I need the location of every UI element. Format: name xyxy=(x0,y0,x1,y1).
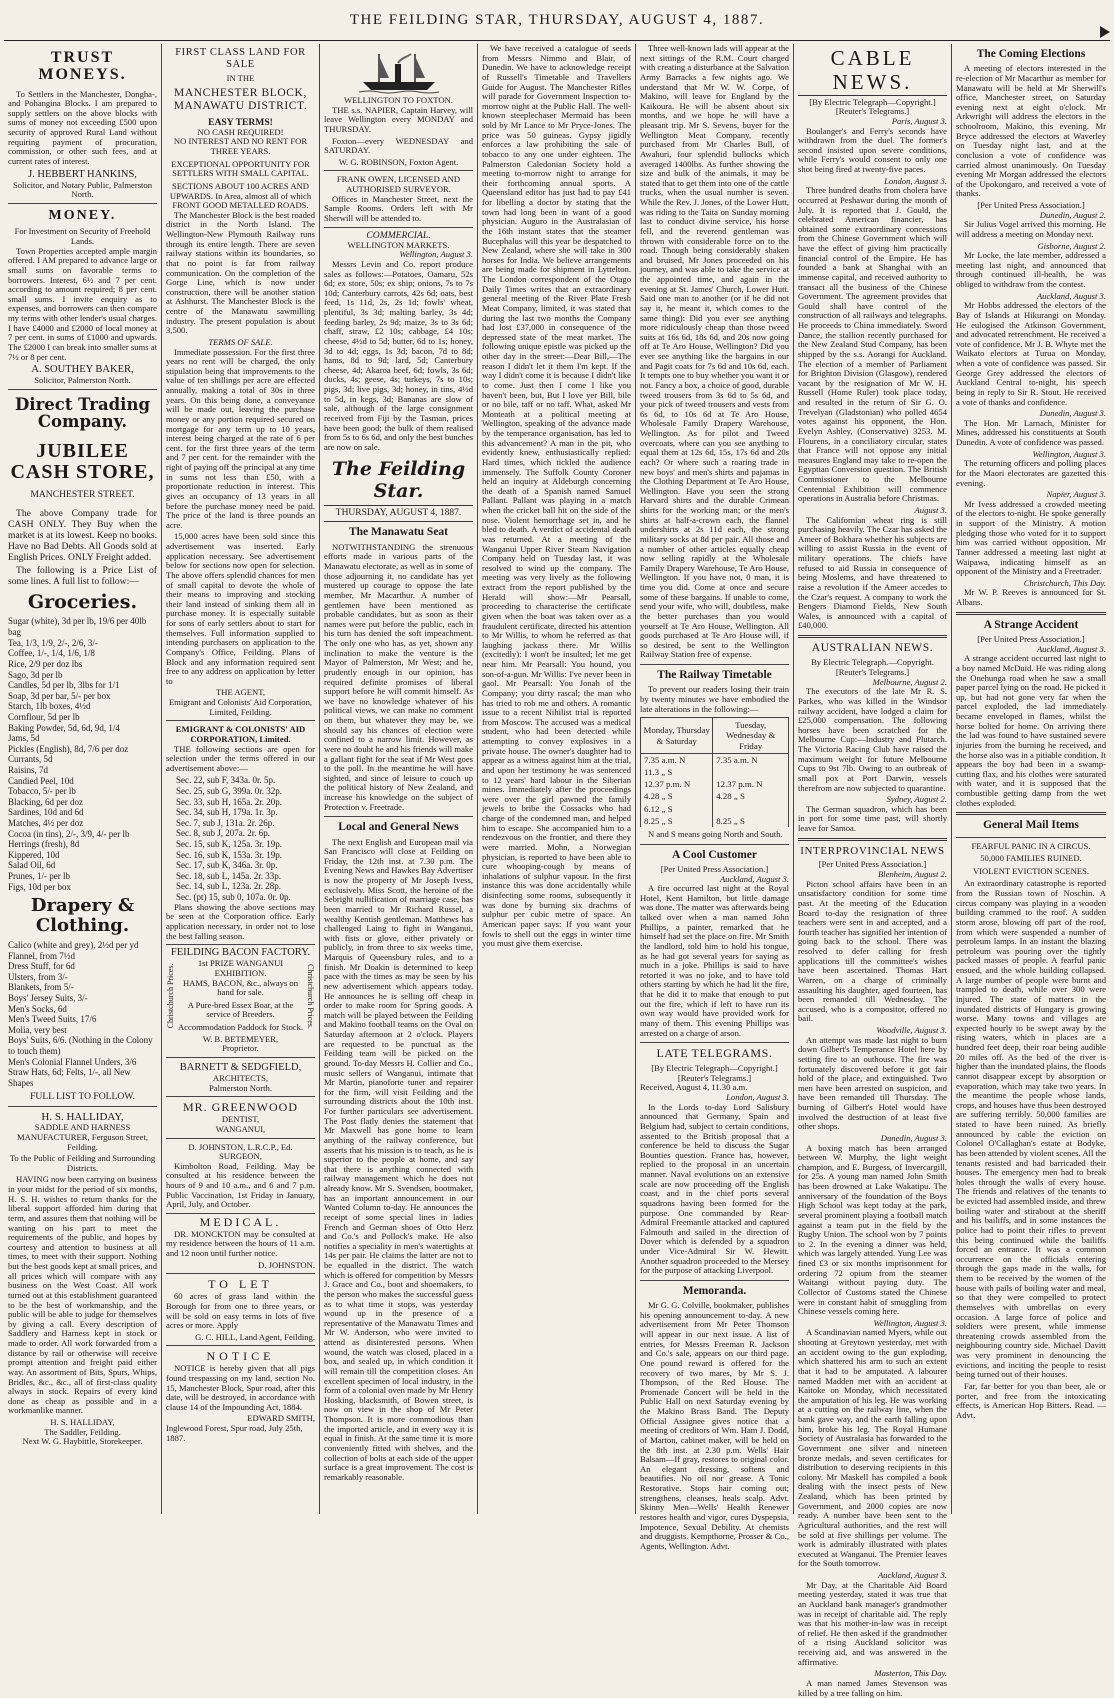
elections-wellington-body: The returning officers and polling places for the Maori electorates are gazetted this evening. xyxy=(956,458,1106,488)
local-news-continued: We have received a catalogue of seeds from Messrs Nimmo and Blair, of Dunedin. We have to acknowledge receipt of Russell's Timetable and Travellers Guide for August. The Manchester Rifles will parade for Government Inspection to-morrow night at the Public Hall. The well-known steeplechaser Mermaid has been sold by Mr Lance to Mr Pryce-Jones. The price was 50 guineas. Gypsy jigidly enforces a law prohibiting the sale of tobacco to any one under eighteen. The Palmerston Caledonian Society hold a meeting to-morrow night to arrange for their forthcoming annual sports. A Queensland editor has just had to pay £41 for libelling a doctor by stating that the town had long been in want of a good physician. Auguro in the Australasian of the 16th instant states that the steamer Bucephalus will this year be despatched to New Zealand, where she will take in 300 horses for India. We believe arrangements are being made for shipment in Lyttelton. The London correspondent of the Otago Daily Times writes that an extraordinary general meeting of the River Plate Fresh Meat Company, limited, it was stated that during the last two months the Company had lost £37,000 in consequence of the depressed state of the meat market. The following unique epistle was picked up the other day in the street:—Dear Bill,—The reason I didn't let it them I'm kept. If the way I didn't come it is because I didn't like to come. Just then I come I like you haven't been, but, But I love yer Bill, bile or no bile, taff or no taff. What, asked Mr Monteath at a political meeting at Wellington, speaking of the advance made by the temperance organisation, has led to this advancement? A man in the pit, who evidently knew, enthusiastically replied: Hard times, which tickled the audience immensely. The Suffolk County Coroner held an inquiry at Aldeburgh concerning the death of a Spanish named Samuel Pallant. Pallant was playing in a match when the cricket ball hit on the side of the nose. Violent hemorrhage set in, and he bled to death. A verdict of accidental death was returned. At a meeting of the Wanganui Upper River Steam Navigation Company held on Tuesday last, it was resolved to wind up the company. The meeting was very lively as the following extract from the report published by the Herald will show:—Mr Pearsall, proceeding to characterise the certificate given when the boat was taken over as a fraudulent certificate, directed his attention to Mr Willis, to whom he referred as that laughing jackass there. Mr Willis (excitedly): I won't be insulted; let me get near him. Mr Pearsall: You hound, you son-of-a-gun. Mr Willis: I've never been in gaol. Mr Pearsall: You Jonah of the Company; you dirty rascal; the man who has tried to rob me and others. A romantic issue to a recent Nihilist trial is reported from Moscow. The accused was a medical student, who had been detected while attempting to convey explosives in a private house. The owner's daughter had to appear as a witness against him at the trial, and upon her testimony he was sentenced to 12 years' hard labour in the Siberian mines. Immediately after the proceedings were over the girl pawned the family jewels to bribe the Cossacks who had charge of the condemned man, and helped him to escape. She accompanied him to a rendezvous on the frontier, and there they were married. Mohn, a Norwegian physician, is reported to have been able to cure whooping-cough by means of inhalations of sulphur vapour. In the first instance this was done accidentally while disinfecting some rooms, subsequently it was done by burning six drachms of sulphur per cubic metre of space. An American paper says: If you want your fowls to shell out the eggs in winter time you must give them exercise. xyxy=(482,43,631,949)
grocery-list-item: Coffee, 1/-, 1/4, 1/6, 1/8 xyxy=(8,648,95,659)
london-dateline: London, August 3. xyxy=(884,175,947,186)
section-list-item: Sec. 15, sub K, 125a. 3r. 19p. xyxy=(176,839,282,850)
dentist-label: DENTIST, xyxy=(221,1114,260,1125)
eviction-scenes-heading: VIOLENT EVICTION SCENES. xyxy=(972,865,1090,876)
timetable-note: N and S means going North and South. xyxy=(648,829,783,840)
no-cash-required: NO CASH REQUIRED! xyxy=(197,126,284,137)
hankins-name: J. HEBBERT HANKINS, xyxy=(28,168,137,180)
drapery-list-item: Dress Stuff, for 6d xyxy=(8,961,75,972)
halliday-signature-title: The Saddler, Feilding. xyxy=(44,1426,121,1437)
elections-napier-dateline: Napier, August 3. xyxy=(1046,489,1106,500)
page-corner-mark-icon xyxy=(1098,24,1112,40)
elections-dunedin2-body: The Hon. Mr Larnach, Minister for Mines, addressed his constituents at South Dunedin. A vote of confidence was passed. xyxy=(956,417,1106,448)
grocery-price-list xyxy=(8,616,157,892)
notice-place: Inglewood Forest, Spur road, July 25th, 1887. xyxy=(166,1423,303,1443)
railway-timetable xyxy=(640,717,789,827)
drapery-list-item: Straw Hats, 6d; Felts, 1/-, all New Shapes xyxy=(8,1067,131,1088)
elections-auckland-body: Mr Hobbs addressed the electors of the Bay of Islands at Hikurangi on Monday. He eulogised the Atkinson Government, and advocated retrenchment. He received a vote of confidence. Mr J. B. Whyte met the Waikato electors at Turua on Monday, when a vote of confidence was passed. Sir George Grey addressed the electors of Auckland Central to-night, his speech being in reply to Sir R. Stout. He received a vote of thanks and confidence. xyxy=(956,300,1106,407)
elections-napier-body: Mr Ivess addressed a crowded meeting of the electors to-night. He spoke generally in support of the Ministry. A motion pledging those who voted for it to support him was carried without opposition. Mr Tanner addressed a meeting last night at Waipawa, indicating himself as an opponent of the Ministry and a Freetrader. xyxy=(956,498,1106,577)
interprovincial-news-heading: INTERPROVINCIAL NEWS xyxy=(800,844,945,857)
accident-body: A strange accident occurred last night to a boy named McDuid. He was riding along the Onehunga road when he saw a small paper parcel lying on the road. He picked it up, but had not gone very far when the parcel exploded, the lad immediately became enveloped in flames, whilst the horse bolted for home. On arriving there the lad was found to have sustained severe injuries from the burning he received, and the horse also was in a pitiable condition. It appears the boy had been in a swamp-cutting flax, and his clothes were saturated with water, and it is supposed that the combustible getting damp from the wet clothes exploded. xyxy=(956,653,1106,808)
grocery-list-item: Cornflour, 5d per lb xyxy=(8,711,80,722)
trust-moneys-body: To Settlers in the Manchester, Dongha-, and Pohangina Blocks. I am prepared to supply settlers on the above blocks with sums of money not exceeding £500 upon security of approved Rural Land without requiring payment of procuration, commission, or other such fees, and at current rates of interest. xyxy=(8,88,157,166)
grocery-list-item: Baking Powder, 5d, 6d, 9d, 1/4 xyxy=(8,722,120,733)
sydney-body: The German squadron, which has been in port for some time past, will shortly leave for Samoa. xyxy=(798,803,947,834)
christchurch-prices-right: Christchurch Prices. xyxy=(306,963,315,1029)
johnston-body: Kimbolton Road, Feilding. May be consulted at his residence between the hours of 9 and 10 a.m., and 6 and 7 p.m. Public Vaccination, 1st Friday in January, April, July, and October. xyxy=(166,1162,315,1214)
napier-sailing: THE s.s. NAPIER, Captain Harvey, will leave Wellington every MONDAY and THURSDAY. xyxy=(324,104,473,134)
money-body: Town Properties accepted ample margin offered. I AM prepared to advance large or small sums on favorable terms to borrowers. Interest, 6½ and 7 per cent. according to amount required; 8 per cent. small sums. I invite enquiry as to expenses, and borrowers can then compare my terms with other lender's usual charges. I have £4000 and £2000 of local money at 7 per cent. in sums of £1000 and upwards. The £2000 I can break into smaller sums at 7½ or 8 per cent. xyxy=(8,245,157,362)
emigrant-intro: THE following sections are open for selection under the terms offered in our advertisement above:— xyxy=(166,743,315,773)
masthead-date: AUGUST 4, 1887. xyxy=(628,12,765,28)
section-rule xyxy=(324,816,473,817)
melbourne-body: The executors of the late Mr R. S. Parkes, who was killed in the Windsor railway accident, have lodged a claim for £25,000 compensation. The following horses have been scratched for the Melbourne Cup:—Industry and Plutarch. The Victoria Racing Club have raised the maximum weight for future Melbourne Cups to 9st 7lb. Owing to an outbreak of small pox at Port Darwin, vessels therefrom are now subjected to quarantine. xyxy=(798,686,947,793)
timetable-row xyxy=(641,778,789,790)
late-telegrams-received: Received, August 4, 11.30 a.m. xyxy=(640,1082,748,1093)
agent-name: THE AGENT, xyxy=(215,687,265,698)
newspaper-page xyxy=(4,43,1110,1698)
timetable-cell: 12.37 p.m. N xyxy=(713,778,789,790)
cable-news-byline: [By Electric Telegraph—Copyright.] xyxy=(809,96,936,107)
owen-surveyor-heading: FRANK OWEN, LICENSED AND AUTHORISED SURVEYOR. xyxy=(336,174,461,194)
dunedin-body: A boxing match has been arranged between W. Murphy, the light weight champion, and E. Burgess, of Invercargill, for 25s. A young man named John Smith has been drowned at Lake Wakatipu. The anniversary of the foundation of the Boys High School was kept today at the park, several prominent playing a football match against a team put in the field by the Rugby Union. The school won by 7 points to 2. In the evening a dinner was held, which was largely attended. Yung Lee was fined £3 or six months imprisonment for ordering 72 opium from the steamer Waitangi without paying duty. The Collector of Customs stated the Chinese were in constant habit of smuggling from Chinese vessels coming here. xyxy=(798,1142,947,1317)
grocery-list-item: Raisins, 7d xyxy=(8,765,49,775)
manchester-block-body: The Manchester Block is the best roaded district in the North Island. The Wellington-New Plymouth Railway runs through its entire length. There are seven railway stations within its boundaries, so that no point is far from railway communication. On the completion of the Gorge Line, which is now under construction, there will be another station at Ashhurst. The Manchester Block is the centre of the Manawatu sawmilling industry. The present population is about 3,500. xyxy=(166,209,315,336)
timetable-cell: 12.37 p.m. N xyxy=(641,778,713,790)
grocery-list-item: Sago, 3d per lb xyxy=(8,669,63,680)
grocery-list-item: Salad Oil, 6d xyxy=(8,860,56,871)
medical-body: DR. MONCKTON may be consulted at my residence between the hours of 11 a.m. and 12 noon until further notice. xyxy=(166,1228,315,1259)
general-mail-heading: General Mail Items xyxy=(983,819,1079,832)
trust-moneys-heading: TRUST MONEYS. xyxy=(38,49,127,83)
section-rule xyxy=(640,1042,789,1043)
grocery-list-item: Herrings (fresh), 8d xyxy=(8,839,80,850)
section-rule xyxy=(956,612,1106,615)
late-telegrams-reuter: [Reuter's Telegrams.] xyxy=(677,1072,752,1083)
section-list-item: Sec. 34, sub H, 179a. 1r. 3p. xyxy=(176,807,278,818)
timetable-cell: 8.25 „ S xyxy=(641,815,713,827)
column-4 xyxy=(478,44,636,1514)
foxton-sailing: Foxton—every WEDNESDAY and SATURDAY. xyxy=(324,135,473,156)
woodville-dateline: Woodville, August 3. xyxy=(876,1025,947,1036)
grocery-list-item: Sugar (white), 3d per lb, 19/6 per 40lb bag xyxy=(8,616,147,638)
timetable-cell: 6.12 „ S xyxy=(641,803,713,815)
blenheim-body: Picton school affairs have been in an unsatisfactory condition for some time past. At the meeting of the Education Board to-day the resignation of three teachers were sent in and accepted, and a fourth teacher has signified her intention of going back to the school. There was resolved to defer calling for fresh applications till the committee's wishes have been ascertained. Thomas Hart Warren, on a charge of criminally assaulting his daughter, aged fourteen, has been remanded till Wednesday. The accused, who is a compositor, offered no bail. xyxy=(798,878,947,1024)
timetable-cell: 11.3 „ S xyxy=(641,766,713,778)
grocery-list-item: Soap, 3d per bar, 5/- per box xyxy=(8,690,111,701)
accident-dateline: Auckland, August 3. xyxy=(1036,643,1106,654)
halliday-body: HAVING now been carrying on business in your midst for the period of six months, H. S. H. wishes to return thanks for the liberal support afforded him during that term, and assures them that nothing will be wanting on his part to meet the requirements of the public, and hopes by courtesy and attention to business at all times, to meet with their support. Nothing but the best goods kept at small prices, and all prices which will compare with any business on the West Coast. All work turned out at this establishment guaranteed to be the best of workmanship, and the public will be able to judge for themselves by giving a call. Every description of Saddlery and Harness kept in stock or made to order. All work forwarded from a distance by rail or otherwise will receive prompt attention and freight paid either way. An assortment of Bits, Spurs, Whips, Bridles, &c., &c., all of first-class quality always in stock. Repairs of every kind done as cheap as possible and in a workmanlike manner. xyxy=(8,1174,157,1416)
land-sale-in-the: IN THE xyxy=(226,73,255,84)
cable-news-heading: CABLE NEWS. xyxy=(798,46,947,96)
bacon-hams: HAMS, BACON, &c., always on hand for sale. xyxy=(182,977,299,998)
woodville-body: An attempt was made last night to burn down Gilbert's Temperance Hotel here by setting fire to an outhouse. The fire was fortunately discovered before it got fair hold of the place, and extinguished. Two men have been arrested on suspicion, and have been remanded till Thursday. The burning of Gilbert's Hotel would have involved the destruction of at least five other shops. xyxy=(798,1034,947,1132)
august3-dateline: August 3. xyxy=(914,504,947,515)
direct-trading-heading: Direct Trading Company. xyxy=(15,394,150,432)
section-list-item: Sec. 18, sub L, 145a. 2r. 33p. xyxy=(176,870,281,881)
section-rule xyxy=(956,812,1106,815)
column-6 xyxy=(794,44,952,1698)
newspaper-title: THE FEILDING STAR xyxy=(349,12,519,28)
wellington-body: A Scandinavian named Myers, while out shooting at Greytown yesterday, met with an accident owing to the gun exploding, which shattered his arm to such an extent that it had to be amputated. A labourer named Madden met with an accident at Kaitoke on Monday, which necessitated the amputation of his leg. He was working at a cutting on the railway line, when the bank gave way, and the earth falling upon him, broke his leg. The Royal Humane Society of Australasia has forwarded to the Government one silver and nineteen bronze medals, and seven certificates for distribution to deserving recipients in this colony. Mr Maskell has compiled a book dealing with the insect pests of New Zealand, which has been printed by Government, and 2000 copies are now ready. A number have been sent to the Agricultural authorities, and the rest will be sold at five shillings per volume. The work is admirably illustrated with plates executed at Wanganui. The Premier leaves for the South tomorrow. xyxy=(798,1327,947,1569)
grocery-list-item: Currants, 5d xyxy=(8,754,53,765)
no-interest: NO INTEREST AND NO RENT FOR THREE YEARS. xyxy=(173,136,308,156)
drapery-list-item: Men's Colonial Flannel Unders, 3/6 xyxy=(8,1056,137,1067)
grocery-list-item: Candied Peel, 10d xyxy=(8,775,74,786)
emigrant-body: Plans showing the above sections may be seen at the Corporation office. Early application necessary, in order not to lose the best falling season. xyxy=(166,903,315,946)
railway-timetable-intro: To prevent our readers losing their train by twenty minutes we have embodied the late alterations in the following:— xyxy=(640,684,789,714)
hankins-title: Solicitor, and Notary Public, Palmerston North. xyxy=(8,181,157,204)
to-let-heading: TO LET xyxy=(208,1277,273,1292)
bacon-factory-heading: FEILDING BACON FACTORY. xyxy=(170,947,311,959)
cool-customer-heading: A Cool Customer xyxy=(672,848,757,861)
drapery-list-item: Ulsters, from 3/- xyxy=(8,971,68,982)
drapery-list-item: Calico (white and grey), 2½d per yd xyxy=(8,939,139,950)
issue-dateline: THURSDAY, AUGUST 4, 1887. xyxy=(324,505,473,522)
medical-signature: D. JOHNSTON. xyxy=(166,1261,315,1275)
betemeyer-title: Proprietor. xyxy=(166,1044,315,1058)
section-rule xyxy=(798,838,947,841)
timetable-row xyxy=(641,815,789,827)
land-sale-heading: FIRST CLASS LAND FOR SALE xyxy=(175,47,306,71)
grocery-list-item: Jams, 5d xyxy=(8,733,40,744)
to-let-signature: G. C. HILL, Land Agent, Feilding. xyxy=(166,1333,315,1347)
dunedin-dateline: Dunedin, August 3. xyxy=(880,1132,947,1143)
emigrant-corporation-heading: EMIGRANT & COLONISTS' AID CORPORATION, Limited. xyxy=(175,724,306,744)
grocery-list-item: Prunes, 1/- per lb xyxy=(8,871,70,882)
timetable-cell: 4.28 „ S xyxy=(641,790,713,802)
grocery-list-item: Blacking, 6d per doz xyxy=(8,796,83,807)
johnston-heading: D. JOHNSTON, L.R.C.P., Ed. SURGEON, xyxy=(188,1141,293,1162)
halliday-greeting: To the Public of Feilding and Surrounding Districts. xyxy=(9,1153,156,1173)
masthead-rule xyxy=(4,40,1110,41)
barnett-sedgfield-heading: BARNETT & SEDGFIELD, xyxy=(179,1061,302,1073)
elections-gisborne-dateline: Gisborne, August 2. xyxy=(1037,240,1106,251)
memoranda-heading: Memoranda. xyxy=(682,1284,747,1297)
timetable-row xyxy=(641,766,789,778)
drapery-list-item: Boys' Suits, 6/6. (Nothing in the Colony to touch them) xyxy=(8,1035,153,1056)
timetable-cell: 7.35 a.m. N xyxy=(713,753,789,766)
late-telegrams-body: In the Lords to-day Lord Salisbury announced that Germany, Spain and Belgium had, subject to certain conditions, assented to the British proposal that a conference be held to discuss the Sugar Bounties question. France has, however, replied to the proposal in an uncertain manner. Naval evolutions on an extensive scale are now proceeding off the English coast, and in the chief ports several squadrons having been formed for the purpose. One commanded by Rear-Admiral Freemantle attacked and captured Falmouth and sailed in the direction of Dover which is defended by a squadron under Vice-Admiral Sir W. Hewitt. Another squadron proceeded to the Mersey for the purpose of attacking Liverpool. xyxy=(640,1101,789,1276)
london-body: Three hundred deaths from cholera have occurred at Peshawur during the month of July. It is reported that J. Gould, the celebrated American financier, has obtained some extraordinary concessions from the Chinese Government which will have the effect of giving him practically financial control of the Empire. He has founded a bank at Shanghai with an immense capital, and received authority to transact all the business of the Chinese Government. The agreement provides that Gould shall have control of the construction of all railways and telegraphs. He proceeds to China immediately. Sword Dance, the stallion recently purchased for the New Zealand Stud Company, has been shipped by the s.s. Aorangi for Auckland. The election of a member of Parliament for Brighton Division (Glasgow), rendered vacant by the resignation of Mr W. H. Russell (Home Ruler) took place today, and resulted in the return of Sir G. O. Trevelyan (Gladstonian) who polled 4654 votes against his opponent, the Hon. Evelyn Ashley, (Conservative) 3253. M. Flourens, in a conciliatory circular, states that France will not oppose any initial measures England may take to re-open the Egyptian Conversion question. The British Commissioner to the Melbourne Centennial Exhibition will commence operations in Australia before Christmas. xyxy=(798,185,947,504)
wanganui-label: WANGANUI, xyxy=(166,1125,315,1139)
paris-dateline: Paris, August 3. xyxy=(891,115,947,126)
commercial-heading: COMMERCIAL. xyxy=(366,229,431,241)
wellington-markets-heading: WELLINGTON MARKETS. xyxy=(347,239,450,250)
to-let-body: 60 acres of grass land within the Borough for from one to three years, or will be sold on easy terms in lots of five acres or more. Apply xyxy=(166,1291,315,1331)
markets-report: Messrs Levin and Co. report produce sales as follows:—Potatoes, Oamaru, 52s 6d; ex store, 50s; ex ship; onions, 7s to 7s 10d; Canterbury carrots, 42s 6d; oats, best feed, 1s 11d, 2s, 2s 1d; fowls' wheat, plentiful, 3s 3d; malting barley, 3s 4d; feeding barley, 2s 9d; maize, 3s to 3s 6d; chaff, straw, £2 10s; cabbage, £4 10s; cheese, 4½d to 5d; butter, 6d to 1s; honey, 3d to 4d; eggs, 1s 3d; bacon, 7d to 8d; hams, 8d to 9d; lard, 5d; Canterbury cheese, 4d; Akaroa beef, 6d; fowls, 3s 6d; ducks, 4s; geese, 4s; turkeys, 7s to 10s; pigs, 3d; live pigs, 3d; honey, in tins, 4½d to 5d, in kegs, 3d; Bananas are slow of sale, although of the large consignment received from Fiji by the Tasman, prices have been good; the bulk of them realised from 5s to 6s 6d, and only the best bunches are now on sale. xyxy=(324,258,473,452)
owen-body: Offices in Manchester Street, next the Sample Rooms. Orders left with Mr Sherwill will be attended to. xyxy=(324,195,473,228)
local-general-body: The next English and European mail via San Francisco will close at Feilding on Friday, the 12th inst. at 7.30 p.m. The Evening News and Hawkes Bay Advertiser is now the property of Mr Joseph Ivess, exclusively. Miss Scott, the heroine of the Sebright nullification of marriage case, has been married to Mr Richard Russel, a wealthy Kentish gentleman. Matthews has challenged Laing to fight in Wanganui, with fists or glove, either privately or publicly, in from three to six weeks time, Marquis of Queensbury rules, and to a finish. Mr Doakin is determined to keep pace with the times as may be seen by his new advertisement which appears today. He announces he is selling off cheap in order to make room for Spring goods. A match will be played between the Feilding and Makino football teams on the Oval on Saturday afternoon at 2 o'clock. Players are requested to be punctual as the Feilding team will be picked on the ground. To-day Messrs H. Collier and Co., music sellers of Wanganui, intimate that Mr Martin, pianoforte tuner and repairer for the firm, will visit Feilding and the surrounding districts about the 10th inst. For further particulars see advertisement. The Post flatly denies the statement that Mr Maxwell has gone home to learn anything of the railway conference, but asserts that his mission is to teach, as he is superior to the people at home, and say that there is anything connected with railway management which he does not already know. Mr S. Svendsen, bootmaker, has an important announcement in our Wanted Column to-day. He announces the receipt of some special lines in ladies French and German shoes of Otto Herz and Co.'s and Pollock's make. He also notifies a speciality in men's watertights at 14s per pair. He claims the latter are not to be equalled in the district. The watch which is offered for competition by Messrs J. Grace and Co., boot and shoemakers, to the person who makes the successful guess as to what time it stops, was yesterday wound up in the presence of a representative of the Manawatu Times and Mr W. Anderson, who were invited to attend as disinterested persons. When wound, the watch was closed, placed in a box, and sealed up, in which condition it will remain till the competition closes. An excellent specimen of local industry, in the form of a colonial oven made by Mr Henry Hosking, blacksmith, of Bowen street, is now on view in the shop of Mr Peter Thompson. It is more commodious than the imported article, and in every way it is equal in finish. At the same time it is more conveniently fitted with shelves, and the collection of bolts at each side of the upper surface is a great improvement. The cost is remarkably reasonable. xyxy=(324,836,473,1482)
elections-dunedin2-dateline: Dunedin, August 3. xyxy=(1039,408,1106,419)
section-rule xyxy=(640,664,789,665)
architects-label: ARCHITECTS, xyxy=(212,1073,269,1084)
section-list-item: Sec. 16, sub K, 153a. 3r. 19p. xyxy=(176,849,282,860)
cool-customer-dateline: Auckland, August 3. xyxy=(719,873,789,884)
grocery-list-item: Rice, 2/9 per doz lbs xyxy=(8,658,83,669)
feilding-star-nameplate: The Feilding Star. xyxy=(331,458,466,503)
manchester-street: MANCHESTER STREET. xyxy=(30,488,135,500)
essex-boar: A Pure-bred Essex Boar, at the service of Breeders. xyxy=(187,999,294,1020)
section-list-item: Sec. 8, sub J, 207a. 2r. 6p. xyxy=(176,828,270,839)
section-list-item: Sec. 14, sub L, 123a. 2r. 28p. xyxy=(176,881,281,892)
te-aro-house-notices: Three well-known lads will appear at the next sittings of the R.M. Court charged with creating a disturbance at the Salvation Army Barracks a few nights ago. We understand that Mr W. W. Corpe, of Makino, will leave for England by the Kaikoura. He will be absent about six months, and we hope he will have a pleasant trip. Mr S. Sevens, buyer for the Wellington Meat Company, recently purchased from Mr Charles Bull, of Awahuri, four splendid bullocks which averaged 1400lbs. As further showing the size and bulk of the animals, it may be stated that to get them into one of the cattle trucks, when the usual number is seven. While the Rev. J. Jones, of the Lower Hutt, was riding to the Taita on Sunday morning last to conduct divine service, his horse fell, and the reverend gentleman was thrown with considerable force on to the road. Though being considerably shaken and bruised, Mr Jones proceeded on his journey, and was able to take the service at the appointed time, and again in the evening at St. James' Church, Lower Hutt. Said one man to another (or if he did not say it, he meant it, which comes to the same thing): Did you ever see anything more ridiculously cheap than those tweed suits at 16s 6d, 18s 6d, and 20s now going off at Te Aro House, Wellington? Did you ever see anything like the bargains in our and Pagit coats for 7s 6d and 10s 6d, each. It tempts one to buy whether you want it or not. Fancy a box, a choice of good, durable tweed trousers from 3s 6d to 5s 6d, and your pick of tweed trousers and vests from 6s 6d, to 10s 6d at Te Aro House, Wholesale Family Drapery Warehouse, Wellington. As for pilot and Tweed overcoats, where can you see anything to equal them at 12s 6d, 15s, 17s 6d and 20s each? Or where such a roaring trade in new boys' and men's shirts and pajamas in the Clothing Department at Te Aro House, Wellington. Have you seen the strong Harvard shirts and the durable Crimean shirts for the working man; or the men's shirts at half-a-crown each, the flannel undershirts at 2s 11d each, the strong military socks at 8d per pair. All those and a number of other articles equally cheap now selling rapidly at the Wholesale Family Drapery Warehouse, Te Aro House, Wellington. If you have not, 0 man, it is time you did. Come at once and secure some of these bargains. If unable to come, send your wife, who will, doubtless, make the better purchases than you would yourself at Te Aro House, Wellington. All goods purchased at Te Aro House will, if so desired, be sent to the Wellington Railway Station free of expense. xyxy=(640,43,789,660)
timetable-cell: 7.35 a.m. N xyxy=(641,753,713,766)
sections-size: SECTIONS ABOUT 100 ACRES AND UPWARDS. In Area, almost all of which FRONT GOOD METALLED ROADS. xyxy=(169,180,312,211)
terms-of-sale-body: Immediate possession. For the first three years no rent will be charged, the only stipulation being that improvements to the value of ten shillings per acre are effected annually, making a total of 30s in three years. On this being done, a conveyance will be made out, leaving the purchase money or any portion required secured on mortgage for any term up to 10 years, interest being charged at the rate of 6 per cent. for the first three years of the term and 7 per cent. for the remainder with the right of paying off the principal at any time in sums not less than £50, with a proportionate reduction in interest. This gives an occupancy of 13 years in all before the purchase money need be paid. The price of the land is three pounds an acre. xyxy=(166,346,315,530)
accident-press: [Per United Press Association.] xyxy=(977,634,1085,645)
drapery-list-item: Men's Socks, 6d xyxy=(8,1003,67,1014)
australian-news-reuter: [Reuter's Telegrams.] xyxy=(835,667,910,678)
coming-elections-heading: The Coming Elections xyxy=(976,48,1086,60)
late-telegrams-heading: LATE TELEGRAMS. xyxy=(656,1046,773,1061)
grocery-list-item: Matches, 4½ per doz xyxy=(8,818,84,829)
section-list-item: Sec. 7, sub J, 131a. 2r. 26p. xyxy=(176,817,275,828)
land-sale-notes: 15,000 acres have been sold since this advertisement was inserted. Early application necessary. See advertisement below for sections now open for selection. The above offers splendid chances for men of small capital to devote the whole of their means to improving and stocking their land instead of sinking them all in purchase money. It is especially suitable for sons of early settlers about to start for themselves. Full information supplied to intending purchasers on application to the Company's Office, Feilding. Plans of Block and any information required sent free to any address on application by letter to xyxy=(166,531,315,686)
groceries-heading: Groceries. xyxy=(27,590,138,613)
easy-terms: EASY TERMS! xyxy=(208,116,273,128)
terms-of-sale-heading: TERMS OF SALE. xyxy=(208,336,273,347)
cool-customer-body: A fire occurred last night at the Royal Hotel, Kent Hamilton, but little damage was done. The matter was afterwards being talked over when a man named John Phillips, a painter, remarked that he himself had set the place on fire. Mr Smith the landlord, told him to hold his tongue, as he had got several years for saying as much in a joke. Phillips is said to have retorted it was no joke, and to have told others starting by which he had lit the fire, that he did it to make that enough to put out the fire, which if left to have run its own way would have provided work for many of them. This evening Phillips was arrested on a charge of arson. xyxy=(640,883,789,1038)
halliday-signature: H. S. HALLIDAY, xyxy=(50,1417,115,1428)
accommodation-paddock: Accommodation Paddock for Stock. xyxy=(177,1022,304,1033)
coming-elections-body: A meeting of electors interested in the re-election of Mr Macarthur as member for Manawatu will be held at Mr Sherwill's office, Manchester street, on Saturday evening next at eight o'clock. Mr Arkwright will address the electors in the schoolroom, Makino, this evening. Mr Bryce addressed the electors at Waverley on Tuesday night last, and at the conclusion a vote of confidence was carried almost unanimously. On Tuesday evening Mr Morgan addressed the electors of the Upokongaro, and received a vote of thanks. xyxy=(956,63,1106,199)
timetable-row xyxy=(641,790,789,802)
masterton-body: A man named James Stevenson was killed by a tree falling on him. xyxy=(798,1677,947,1698)
column-5 xyxy=(636,43,794,1551)
money-subheading: For Investment on Security of Freehold Lands. xyxy=(14,226,151,247)
christchurch-prices-left: Christchurch Prices. xyxy=(166,963,175,1029)
memoranda-body: Mr G. G. Colville, bookmaker, publishes his opening announcement to-day. A new advertisement from Mr Peter Thomson will appear in our next issue. A list of entries, for Messrs Freeman R. Jackson and Co.'s sale, appears on our third page. One pound reward is offered for the recovery of two mares, by Mr S. J. Thompson, of the Red House. The Promenade Concert will be held in the Public Hall on next Saturday evening by the Makino Brass Band. The Deputy Official Assignee gives notice that a meeting of creditors of Wm. Ham J. Dodd, of Marton, cabinet maker, will be held on the 8th inst. at 2.30 p.m. Wells' Hair Balsam—If gray, restores to original color. An elegant dressing, softens and beautifies. No oil nor grease. A Tonic Restorative. Stops hair coming out; strengthens, cleanses, heals scalp. Advt. Skinny Men—Wells' Health Renewer restores health and vigor, cures Dyspepsia, Impotence, Sexual Debility. At chemists and druggists. Kempthorne, Prosser & Co., Agents, Wellington. Advt. xyxy=(640,1300,789,1551)
grocery-list-item: Cocoa (in tins), 2/-, 3/9, 4/- per lb xyxy=(8,828,130,839)
timetable-cell: 8.25 „ S xyxy=(713,815,789,827)
column-2 xyxy=(162,44,320,1514)
masthead-day: THURSDAY xyxy=(528,12,619,28)
drapery-price-list xyxy=(8,940,157,1089)
manawatu-seat-body: NOTWITHSTANDING the strenuous efforts made in various parts of the Manawatu electorate, as well as in some of those adjourning it, no candidate has yet mustered up courage to oppose the late member, Mr Macarthur. A number of gentlemen have been mentioned as probable candidates, but as soon as their names were put before the public, each in his turn has denied the soft impeachment. The only one who has, as yet, shown any inclination to make the venture is the Mayor of Palmerston, Mr West; and he, prudently enough in our opinion, has required definite promises of liberal support before he will commit himself. As we have no knowledge whatever of his political views, we can make no comment on them, but whatever they may be, we should say his chances of election were confined to a narrow limit. However, as were no doubt he and his friends will make a gallant fight for the seat if Mr West goes to the poll. In the meantime he will have sighted, and since of leisure to couch up the political history of New Zealand, and increase his knowledge on the subject of Protection v. Freetrade. xyxy=(324,541,473,812)
blenheim-dateline: Blenheim, August 2. xyxy=(877,869,947,880)
greenwood-heading: MR. GREENWOOD xyxy=(183,1100,298,1115)
timetable-cell: 4.28 „ S xyxy=(713,790,789,802)
paris-body: Boulanger's and Ferry's seconds have withdrawn from the duel. The former's second insisted upon severe conditions, while Ferry's would consent to only one shot being fired at twenty-five paces. xyxy=(798,125,947,175)
hop-bitters-advt: Far, far better for you than beer, ale or porter, and free from the intoxicating effects, is American Hop Bitters. Read. —Advt. xyxy=(956,1380,1106,1420)
section-rule xyxy=(640,1280,789,1281)
grocery-list-item: Kippered, 10d xyxy=(8,849,60,860)
grocery-list-item: Starch, 1lb boxes, 4½d xyxy=(8,701,91,712)
baker-name: A. SOUTHEY BAKER, xyxy=(31,364,134,376)
grocery-list-item: Tobacco, 5/- per lb xyxy=(8,786,76,797)
markets-dateline: Wellington, August 3. xyxy=(399,249,473,260)
section-list-item: Sec. 17, sub K, 346a. 3r. 0p. xyxy=(176,860,278,871)
steamship-icon xyxy=(359,50,439,94)
auckland-dateline: Auckland, August 3. xyxy=(877,1570,947,1581)
sydney-dateline: Sydney, August 2. xyxy=(886,794,947,805)
barnett-location: Palmerston North. xyxy=(166,1084,315,1098)
section-list-item: Sec. 22, sub F, 343a. 0r. 5p. xyxy=(176,775,276,786)
local-general-heading: Local and General News xyxy=(338,821,459,834)
railway-timetable-heading: The Railway Timetable xyxy=(657,669,772,681)
column-1 xyxy=(4,44,162,1514)
halliday-location: Next W. G. Haybittle, Storekeeper. xyxy=(22,1436,143,1447)
australian-news-byline: By Electric Telegraph.—Copyright. xyxy=(811,657,934,668)
section-list-item: Sec. (pt) 15, sub 0, 107a. 0r. 0p. xyxy=(176,892,291,903)
jubilee-store-heading: JUBILEE CASH STORE, xyxy=(10,439,155,483)
exceptional-opportunity: EXCEPTIONAL OPPORTUNITY FOR SETTLERS WITH SMALL CAPITAL. xyxy=(171,158,310,179)
robinson-agent: W. G. ROBINSON, Foxton Agent. xyxy=(324,158,473,172)
elections-auckland-dateline: Auckland, August 3. xyxy=(1036,290,1106,301)
manawatu-seat-heading: The Manawatu Seat xyxy=(348,526,449,539)
section-list-item: Sec. 33, sub H, 165a. 2r. 20p. xyxy=(176,796,282,807)
grocery-list-item: Pickles (English), 8d, 7/6 per doz xyxy=(8,743,129,754)
elections-christchurch-body: Mr W. P. Reeves is announced for St. Albans. xyxy=(956,587,1106,608)
notice-heading: NOTICE xyxy=(206,1349,275,1364)
price-list-intro: The following is a Price List of some lines. A full list to follow:— xyxy=(8,565,157,588)
grocery-list-item: Sardines, 10d and 6d xyxy=(8,807,84,818)
grocery-list-item: Figs, 10d per box xyxy=(8,881,71,892)
drapery-list-item: Molia, very best xyxy=(8,1024,67,1035)
section-rule xyxy=(798,635,947,638)
sections-list xyxy=(166,775,315,902)
wellington-foxton-heading: WELLINGTON TO FOXTON. xyxy=(344,95,453,105)
elections-dunedin-dateline: Dunedin, August 2. xyxy=(1039,209,1106,220)
timetable-header-mon-thu-sat: Monday, Thursday & Saturday xyxy=(641,718,713,754)
cable-news-reuter: [Reuter's Telegrams.] xyxy=(835,106,910,117)
section-rule xyxy=(640,844,789,845)
timetable-row xyxy=(641,803,789,815)
notice-body: NOTICE is hereby given that all pigs found trespassing on my land, section No. 15, Manchester Block, Spur road, after this date, will be destroyed, in accordance with clause 14 of the Impounding Act, 1884. xyxy=(166,1363,315,1412)
elections-gisborne-body: Mr Locke, the late member, addressed a meeting last night, and announced that through continued ill-health, he was obliged to withdraw from the contest. xyxy=(956,250,1106,290)
masthead: THE FEILDING STAR, THURSDAY, AUGUST 4, 1887. xyxy=(349,12,765,28)
halliday-heading: H. S. HALLIDAY, xyxy=(41,1110,124,1123)
section-list-item: Sec. 25, sub G, 399a. 0r. 32p. xyxy=(176,785,282,796)
elections-christchurch-dateline: Christchurch, This Day. xyxy=(1023,577,1106,588)
column-3 xyxy=(320,44,478,1514)
full-list-notice: FULL LIST TO FOLLOW. xyxy=(8,1091,157,1106)
drapery-heading: Drapery & Clothing. xyxy=(30,895,135,937)
medical-heading: MEDICAL. xyxy=(199,1214,282,1229)
late-telegrams-dateline: London, August 3. xyxy=(726,1092,789,1103)
australian-news-heading: AUSTRALIAN NEWS. xyxy=(811,642,934,655)
wellington-dateline: Wellington, August 3. xyxy=(873,1317,947,1328)
families-ruined-heading: 50,000 FAMILIES RUINED. xyxy=(980,853,1082,864)
timetable-header-tue-wed-fri: Tuesday, Wednesday & Friday xyxy=(713,718,789,754)
column-7 xyxy=(952,44,1110,1514)
strange-accident-heading: A Strange Accident xyxy=(983,618,1079,631)
grocery-list-item: Tea, 1/3, 1/9, 2/-, 2/6, 3/- xyxy=(8,637,98,648)
elections-press: [Per United Press Association.] xyxy=(977,200,1085,211)
auckland-body: Mr Day, at the Charitable Aid Board meeting yesterday, stated it was true that an Auckland bank manager's grandmother was in receipt of charitable aid. The reply was that his mother-in-law was in receipt of relief. He then asked if the grandmother of a rising Auckland solicitor was receiving aid, and was answered in the affirmative. xyxy=(798,1579,947,1667)
section-rule xyxy=(956,837,1106,838)
manchester-block-heading: MANCHESTER BLOCK, MANAWATU DISTRICT. xyxy=(173,86,308,113)
timetable-row xyxy=(641,753,789,766)
drapery-list-item: Boys' Jersey Suits, 3/- xyxy=(8,992,88,1003)
late-telegrams-byline: [By Electric Telegraph—Copyright.] xyxy=(651,1063,778,1074)
grocery-list-item: Candles, 5d per lb, 3lbs for 1/1 xyxy=(8,680,120,691)
general-mail-body: An extraordinary catastrophe is reported from the Russian town of Noschin. A circus company was playing in a wooden building crammed to the roof. A sudden storm arose, blowing off part of the roof, from which were suspended a number of petroleum lamps. In an instant the blazing petroleum was pouring over the tightly packed masses of people. A fearful panic ensued, and the whole building collapsed. A large number of people were burnt and trampled to death, while over 300 were injured. The state of matters in the inundated districts of Hungary is growing worse. Many towns and villages are expected hourly to be swept away by the rising waters, which in places are a hundred feet deep, their roar being audible 20 miles off. As the bed of the river is higher than the inundated plains, the floods cannot disappear except by absorption or evaporation, which may take two years. In the meantime the people whose lands, crops, and houses have thus been destroyed are suffering terribly. 50,000 families are stated to have been ruined. As briefly announced by cable the eviction on Colonel O'Callaghan's estate at Bodyke, has been attended by violent scenes. All the tenants resisted and had barricaded their houses. The emergency men had to break holes through the walls of every house. The friends and relatives of the tenants to be evicted had assembled inside, and threw boiling water and stirabout at the sheriff and his bailiffs, and in some instances the police had to point their rifles to prevent this being continued while the bailiffs forced an entrance. It was a common occurrence on the officials entering through the gaps made in the walls, for them to be received by the women of the house with pails of boiling water and meal, so that they were compelled to protect themselves with umbrellas on every occasion. A large force of police and soldiers were present, while immense threatening crowds assembled from the neighbouring country side. Michael Davitt was very prominent in denouncing the evictions, and inciting the people to resist being turned out of their houses. xyxy=(956,878,1106,1380)
drapery-list-item: Blankets, from 5/- xyxy=(8,982,74,993)
elections-dunedin-body: Sir Julius Vogel arrived this morning. He will address a meeting on Monday next. xyxy=(956,219,1106,239)
timetable-cell xyxy=(713,766,789,778)
halliday-subheading: SADDLE AND HARNESS MANUFACTURER, Ferguson Street, Feilding. xyxy=(17,1122,148,1152)
august3-body: The Californian wheat ring is still purchasing heavily. The Czar has asked the Ameer of Bokhara whether his subjects are willing to assist Russia in the event of military operations. The chiefs have refused to aid Russia in consequence of being Moslems, and have threatened to raise a revolution if the Ameer accedes to the Czar's request. A company to work the Bengers Diamond Fields, New South Wales, is announced with a capital of £40,000. xyxy=(798,514,947,631)
elections-wellington-dateline: Wellington, August 3. xyxy=(1032,448,1106,459)
interprovincial-press: [Per United Press Association.] xyxy=(818,859,927,870)
notice-signature: EDWARD SMITH, xyxy=(247,1413,315,1424)
agent-address: Emigrant and Colonists' Aid Corporation, Limited, Feilding. xyxy=(166,698,315,721)
circus-panic-heading: FEARFUL PANIC IN A CIRCUS. xyxy=(971,840,1091,851)
money-heading: MONEY. xyxy=(48,208,117,224)
bacon-prize: 1st PRIZE WANGANUI EXHIBITION. xyxy=(197,958,284,978)
drapery-list-item: Flannel, from 7½d xyxy=(8,950,75,961)
jubilee-body: The above Company trade for CASH ONLY. They Buy when the market is at its lowest. Keep no books. Have no Bad Debts. All Goods sold at English Prices. ONLY Freight added. xyxy=(8,507,157,564)
masterton-dateline: Masterton, This Day. xyxy=(874,1668,947,1679)
melbourne-dateline: Melbourne, August 2. xyxy=(872,676,947,687)
drapery-list-item: Men's Tweed Suits, 17/6 xyxy=(8,1014,97,1025)
timetable-cell xyxy=(713,803,789,815)
betemeyer-name: W. B. BETEMEYER, xyxy=(202,1033,279,1044)
cool-customer-press: [Per United Press Association.] xyxy=(660,863,769,874)
baker-title: Solicitor, Palmerston North. xyxy=(8,376,157,390)
